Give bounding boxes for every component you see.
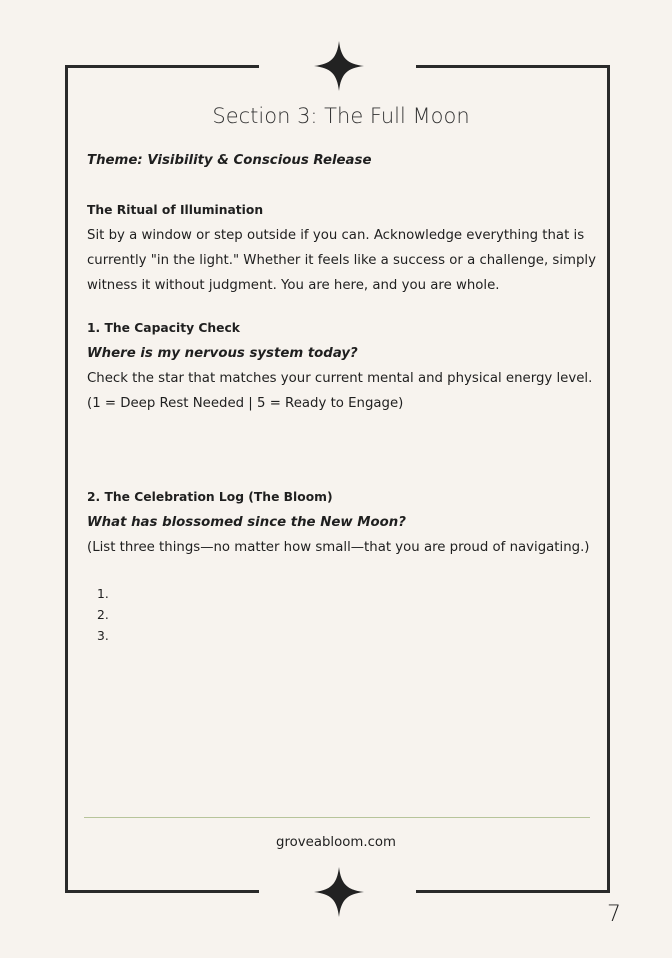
capacity-instruction: Check the star that matches your current mental and physical energy level. [87, 371, 593, 386]
frame-right [607, 65, 610, 893]
top-star-icon [314, 41, 364, 91]
capacity-heading: 1. The Capacity Check [87, 321, 240, 335]
celebration-section [87, 485, 597, 560]
section-title: Section 3: The Full Moon [212, 104, 470, 128]
frame-bottom-right [416, 890, 610, 893]
bottom-star-icon [314, 867, 364, 917]
ritual-section [87, 198, 597, 298]
ritual-body: Sit by a window or step outside if you can. Acknowledge everything that is currently "in the light." Whether it feels like a success or a challenge, simply witness it without judgment. You are here, and you are whole. [87, 228, 596, 293]
celebration-instruction: (List three things—no matter how small—that you are proud of navigating.) [87, 540, 590, 555]
page-number: 7 [607, 902, 621, 927]
capacity-section [87, 316, 597, 416]
theme-line: Theme: Visibility & Conscious Release [87, 153, 372, 168]
list-item: 1. [97, 587, 109, 601]
frame-bottom-left [65, 890, 259, 893]
list-item: 3. [97, 629, 109, 643]
celebration-list [97, 584, 109, 647]
footer-divider [84, 817, 590, 818]
frame-left [65, 65, 68, 893]
list-item: 2. [97, 608, 109, 622]
frame-top-left [65, 65, 259, 68]
capacity-question: Where is my nervous system today? [87, 346, 358, 361]
footer-website: groveabloom.com [276, 835, 396, 850]
celebration-question: What has blossomed since the New Moon? [87, 515, 406, 530]
ritual-heading: The Ritual of Illumination [87, 203, 264, 217]
capacity-scale: (1 = Deep Rest Needed | 5 = Ready to Engage) [87, 396, 404, 411]
frame-top-right [416, 65, 610, 68]
celebration-heading: 2. The Celebration Log (The Bloom) [87, 490, 333, 504]
